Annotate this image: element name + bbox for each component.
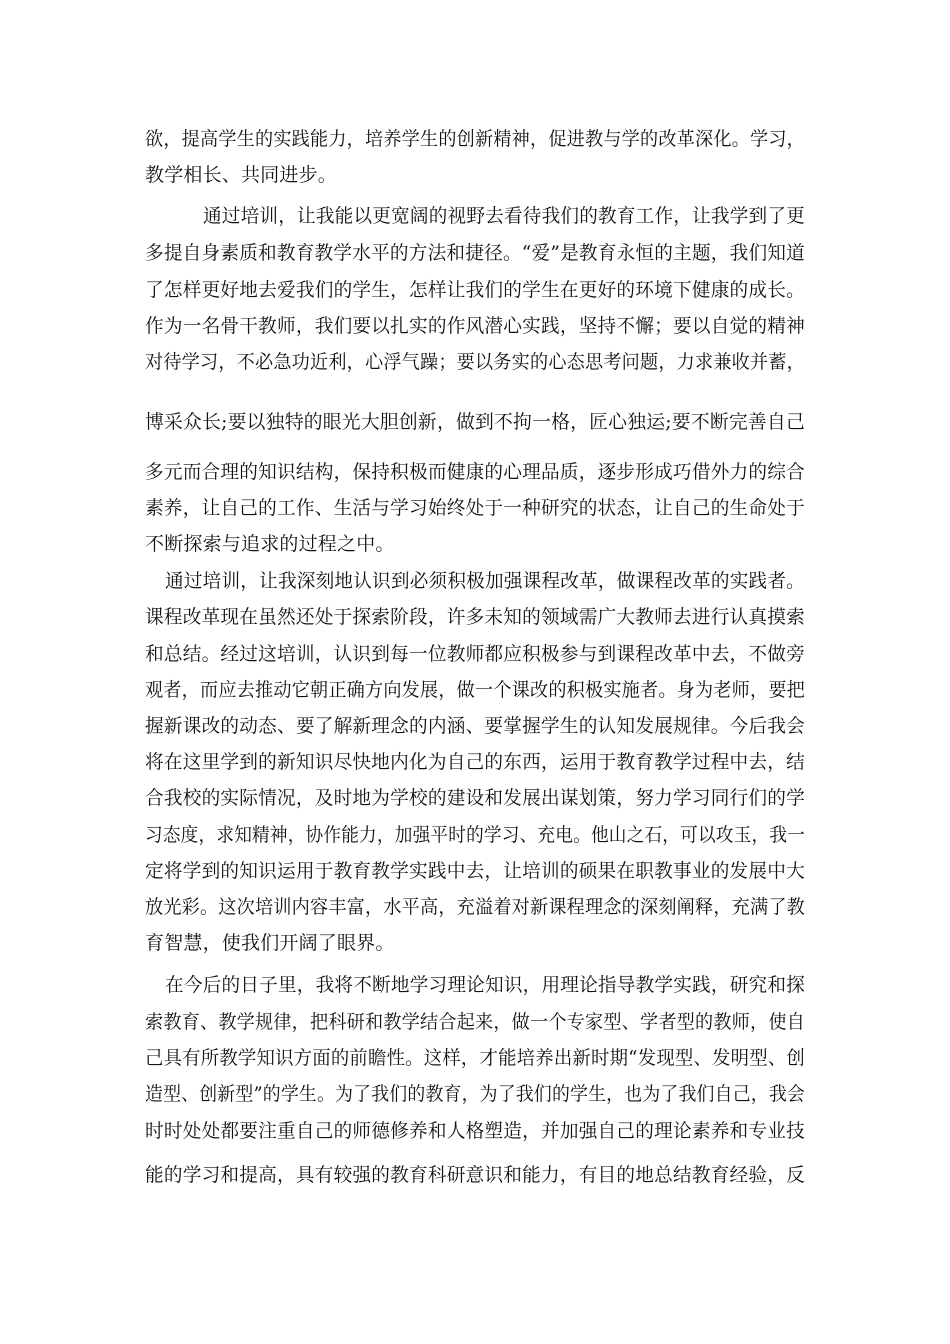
text-line — [0, 160, 950, 190]
text-line — [0, 892, 950, 922]
text-line-content: 习态度，求知精神，协作能力，加强平时的学习、充电。他山之石，可以攻玉，我一 — [145, 824, 805, 846]
text-line — [0, 493, 950, 523]
text-line — [0, 1007, 950, 1037]
text-line — [0, 602, 950, 632]
text-line-content: 通过培训，让我能以更宽阔的视野去看待我们的教育工作，让我学到了更 — [203, 205, 805, 227]
text-line-content: 育智慧，使我们开阔了眼界。 — [145, 932, 395, 954]
text-line-content: 了怎样更好地去爱我们的学生，怎样让我们的学生在更好的环境下健康的成长。 — [145, 279, 805, 301]
text-line-content: 不断探索与追求的过程之中。 — [145, 533, 395, 555]
text-line-content: 对待学习，不必急功近利，心浮气躁；要以务实的心态思考问题，力求兼收并蓄， — [145, 351, 805, 373]
text-line-content: 合我校的实际情况，及时地为学校的建设和发展出谋划策，努力学习同行们的学 — [145, 787, 805, 809]
text-line-content: 和总结。经过这培训，认识到每一位教师都应积极参与到课程改革中去，不做旁 — [145, 643, 805, 665]
text-line — [0, 1043, 950, 1073]
text-line — [0, 856, 950, 886]
text-line-content: 欲，提高学生的实践能力，培养学生的创新精神，促进教与学的改革深化。学习， — [145, 128, 805, 150]
text-line-content: 多元而合理的知识结构，保持积极而健康的心理品质，逐步形成巧借外力的综合 — [145, 461, 805, 483]
text-line — [0, 529, 950, 559]
text-line-content: 定将学到的知识运用于教育教学实践中去，让培训的硕果在职教事业的发展中大 — [145, 860, 805, 882]
text-line-content: 握新课改的动态、要了解新理念的内涵、要掌握学生的认知发展规律。今后我会 — [145, 715, 805, 737]
text-line-content: 放光彩。这次培训内容丰富，水平高，充溢着对新课程理念的深刻阐释，充满了教 — [145, 896, 805, 918]
text-line-content: 在今后的日子里，我将不断地学习理论知识，用理论指导教学实践，研究和探 — [165, 974, 805, 996]
text-line — [0, 1079, 950, 1109]
text-line — [0, 407, 950, 437]
text-line — [0, 201, 950, 231]
text-line — [0, 1116, 950, 1146]
text-line-content: 能的学习和提高，具有较强的教育科研意识和能力，有目的地总结教育经验，反 — [145, 1164, 805, 1186]
text-line-content: 通过培训，让我深刻地认识到必须积极加强课程改革，做课程改革的实践者。 — [165, 570, 805, 592]
text-line — [0, 820, 950, 850]
text-line-content: 作为一名骨干教师，我们要以扎实的作风潜心实践，坚持不懈；要以自觉的精神 — [145, 315, 805, 337]
text-line — [0, 711, 950, 741]
text-line-content: 教学相长、共同进步。 — [145, 164, 338, 186]
text-line — [0, 347, 950, 377]
text-line-content: 多提自身素质和教育教学水平的方法和捷径。“爱”是教育永恒的主题，我们知道 — [145, 242, 805, 264]
text-line — [0, 566, 950, 596]
text-line — [0, 675, 950, 705]
text-line-content: 素养，让自己的工作、生活与学习始终处于一种研究的状态，让自己的生命处于 — [145, 497, 805, 519]
text-line-content: 观者，而应去推动它朝正确方向发展，做一个课改的积极实施者。身为老师，要把 — [145, 679, 805, 701]
text-line — [0, 1160, 950, 1190]
text-line — [0, 275, 950, 305]
text-line — [0, 747, 950, 777]
text-line — [0, 457, 950, 487]
text-line — [0, 238, 950, 268]
text-line-content: 将在这里学到的新知识尽快地内化为自己的东西，运用于教育教学过程中去，结 — [145, 751, 805, 773]
text-line-content: 时时处处都要注重自己的师德修养和人格塑造，并加强自己的理论素养和专业技 — [145, 1120, 805, 1142]
text-line — [0, 928, 950, 958]
text-line-content: 索教育、教学规律，把科研和教学结合起来，做一个专家型、学者型的教师，使自 — [145, 1011, 805, 1033]
text-line — [0, 639, 950, 669]
text-line — [0, 783, 950, 813]
text-line — [0, 124, 950, 154]
text-line-content: 己具有所教学知识方面的前瞻性。这样，才能培养出新时期“发现型、发明型、创 — [145, 1047, 805, 1069]
text-line-content: 课程改革现在虽然还处于探索阶段，许多未知的领域需广大教师去进行认真摸索 — [145, 606, 805, 628]
text-line — [0, 970, 950, 1000]
text-line-content: 造型、创新型”的学生。为了我们的教育，为了我们的学生，也为了我们自己，我会 — [145, 1083, 805, 1105]
text-line-content: 博采众长;要以独特的眼光大胆创新，做到不拘一格，匠心独运;要不断完善自己 — [145, 411, 805, 433]
text-line — [0, 311, 950, 341]
